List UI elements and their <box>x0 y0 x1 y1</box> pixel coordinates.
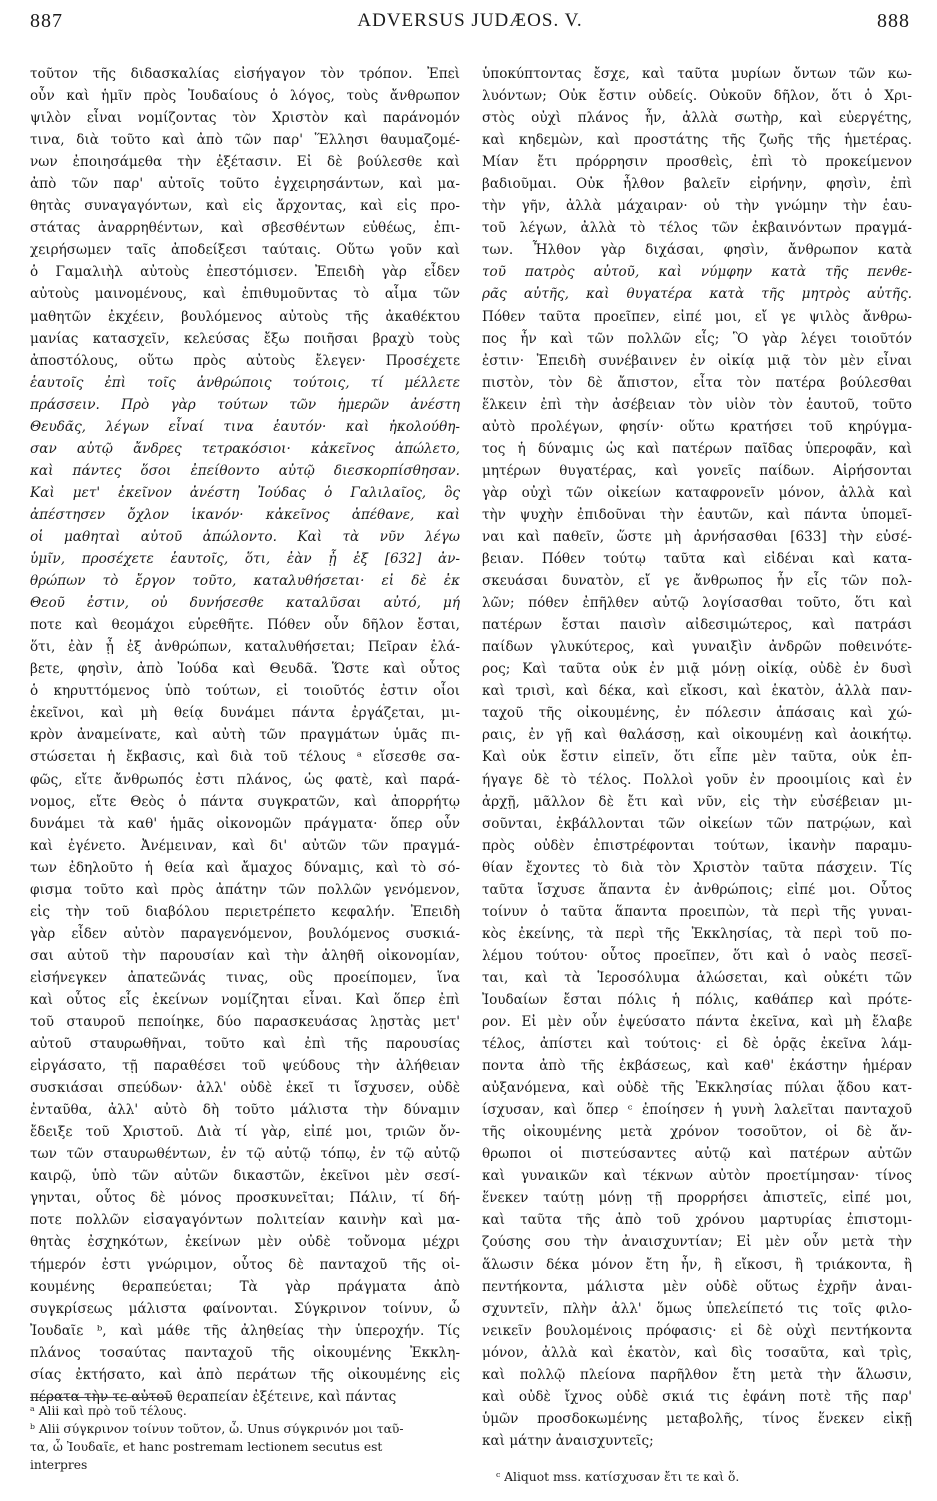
text-line: ταχοῦ τῆς οἰκουμένης, ἐν πόλεσιν ἁπάσαις καὶ χώ- <box>482 705 912 722</box>
text-line: ται, καὶ τὰ Ἱεροσόλυμα ἁλώσεται, καὶ οὐκέτι τῶν <box>482 969 912 986</box>
text-line: τος ἡ δύναμις ὡς καὶ πατέρων παῖδας ὑπεροφᾶν, καὶ <box>482 440 912 457</box>
footnotes-left <box>30 1397 460 1474</box>
text-line: ἐκεῖνοι, καὶ μὴ θείᾳ δυνάμει πάντα ἐργάζεται, μι- <box>30 705 460 722</box>
text-line: ήγαγε δὲ τὸ τέλος. Πολλοὶ γοῦν ἐν προοιμίοις καὶ ἐν <box>482 771 912 788</box>
page-number-right: 888 <box>877 10 910 32</box>
text-line: ποτε καὶ θεομάχοι εὑρεθῆτε. Πόθεν οὖν δῆλον ἔσται, <box>30 617 460 634</box>
footnote-line: ᵃ Alii καὶ πρὸ τοῦ τέλους. <box>30 1404 187 1418</box>
text-line: τοίνυν ὁ ταῦτα ἅπαντα προειπὼν, τὰ περὶ τῆς γυναι- <box>482 903 912 920</box>
running-title: ADVERSUS JUDÆOS. V. <box>357 10 583 31</box>
text-line: καὶ γυναικῶν καὶ τέκνων αὐτὸν προετίμησαν· τίνος <box>482 1168 912 1185</box>
text-line: πέρατα τὴν τε αὐτοῦ θεραπείαν ἐξέτεινε, καὶ πάντας <box>30 1388 397 1405</box>
footnote-line: interpres <box>30 1458 88 1472</box>
text-line: ραις, ἐν γῇ καὶ θαλάσσῃ, καὶ οἰκουμένῃ καὶ ἀοικήτῳ. <box>482 727 912 744</box>
text-line: των ἐδηλοῦτο ἡ θεία καὶ ἄμαχος δύναμις, καὶ τὸ σό- <box>30 859 460 876</box>
text-line: εἰς τὴν τοῦ διαβόλου περιετρέπετο κεφαλήν. Ἐπειδὴ <box>30 903 460 920</box>
text-line: ρος; Καὶ ταῦτα οὐκ ἐν μιᾷ μόνῃ οἰκίᾳ, οὐδὲ ἐν δυσὶ <box>482 661 912 678</box>
text-line: Ἰουδαίων ἔσται πόλις ἡ πόλις, καθάπερ καὶ πρότε- <box>482 991 912 1008</box>
text-line: φισμα τοῦτο καὶ πρὸς ἀπάτην τῶν πολλῶν γενόμενον, <box>30 881 460 898</box>
text-line: πεντήκοντα, μάλιστα μὲν οὐδὲ οὕτως ἐχρῆν ἀναι- <box>482 1278 912 1295</box>
footnote-line: ᵇ Alii σύγκρινον τοίνυν τοῦτον, ὦ. Unus σύγκρινόν μοι ταῦ- <box>30 1422 404 1436</box>
text-line: ἅλωσιν δέκα μόνον ἔτη ἦν, ἢ εἴκοσι, ἢ τριάκοντα, ἢ <box>482 1256 912 1273</box>
text-line: συσκιάσαι σπεύδων· ἀλλ' οὐδὲ ἐκεῖ τι ἴσχυσεν, οὐδὲ <box>30 1080 460 1097</box>
text-line: τοῦ σταυροῦ πεποίηκε, δύο παρασκευάσας λῃστὰς μετ' <box>30 1014 460 1031</box>
text-line: αὐξανόμενα, καὶ οὐδὲ τῆς Ἐκκλησίας πύλαι ᾅδου κατ- <box>482 1080 912 1097</box>
text-line: θρωποι οἱ πιστεύσαντες αὐτῷ καὶ πατέρων αὐτῶν <box>482 1146 912 1163</box>
text-line: στὸς οὐχὶ πλάνος ἦν, ἀλλὰ σωτὴρ, καὶ εὐεργέτης, <box>482 110 912 127</box>
text-line: πράσσειν. Πρὸ γὰρ τούτων τῶν ἡμερῶν ἀνέστη <box>30 396 460 413</box>
footnote-line: τα, ὦ Ἰουδαῖε, et hanc postremam lectionem secutus est <box>30 1440 383 1454</box>
text-line: νων ἐποιησάμεθα τὴν ἐξέτασιν. Εἰ δὲ βούλεσθε καὶ <box>30 154 460 171</box>
text-line: αὐτὸ προλέγων, φησίν· οὕτω κρατήσει τοῦ κηρύγμα- <box>482 418 912 435</box>
text-line: τῆς οἰκουμένης μετὰ χρόνον τοσοῦτον, οἱ δὲ ἄν- <box>482 1124 912 1141</box>
text-line: εἰργάσατο, τῇ παραθέσει τοῦ ψεύδους τὴν ἀλήθειαν <box>30 1058 460 1075</box>
text-line: ψιλὸν εἶναι νομίζοντας τὸν Χριστὸν καὶ παράνομόν <box>30 110 460 127</box>
text-line: εἰσήνεγκεν ἀπατεῶνάς τινας, οὓς προείπομεν, ἵνα <box>30 969 460 986</box>
text-line: ἀρχῇ, μᾶλλον δὲ ἔτι καὶ νῦν, εἰς τὴν εὐσέβειαν μι- <box>482 793 912 810</box>
text-line: τέλος, ἀπίστει καὶ τούτοις· εἰ δὲ ὁρᾷς ἐκεῖνα λάμ- <box>482 1036 912 1053</box>
text-line: σαι αὐτοῦ τὴν παρουσίαν καὶ τὴν ἀληθῆ οἰκονομίαν, <box>30 947 460 964</box>
text-line: ἀπέστησεν ὄχλον ἱκανόν· κἀκεῖνος ἀπέθανε, καὶ <box>30 506 460 523</box>
text-line: τοῦ πατρὸς αὐτοῦ, καὶ νύμφην κατὰ τῆς πενθε- <box>482 264 912 281</box>
text-line: τήμερόν ἐστι γνώριμον, οὗτος δὲ πανταχοῦ τῆς οἰ- <box>30 1256 460 1273</box>
text-line: βειαν. Πόθεν τούτῳ ταῦτα καὶ εἰδέναι καὶ κατα- <box>482 551 912 568</box>
text-line: σχυντεῖν, πλὴν ἀλλ' ὅμως ὑπελείπετό τις τοῖς φιλο- <box>482 1300 912 1317</box>
right-text-column <box>482 63 912 1452</box>
text-line: καὶ ἐγένετο. Ἀνέμειναν, καὶ δι' αὐτῶν τῶν πραγμά- <box>30 837 460 854</box>
footnotes-right <box>482 1468 912 1486</box>
text-line: μαθητῶν ἐκχέειν, βουλόμενος αὐτοὺς τῆς ἀκαθέκτου <box>30 308 460 325</box>
text-line: μητέρων θυγατέρας, καὶ γονεῖς παίδων. Αἱρήσονται <box>482 462 912 479</box>
text-line: καὶ ταῦτα τῆς ἀπὸ τοῦ χρόνου μαρτυρίας ἐπιστομι- <box>482 1212 912 1229</box>
text-line: κρὸν ἀναμείνατε, καὶ αὐτὴ τῶν πραγμάτων ὑμᾶς πι- <box>30 727 460 744</box>
text-line: τοῦ λέγων, ἀλλὰ τὸ τέλος τῶν ἐκβαινόντων πραγμά- <box>482 220 912 237</box>
text-line: ἕνεκεν ταύτῃ μόνῃ τῇ προρρήσει ἀπιστεῖς, εἰπέ μοι, <box>482 1190 912 1207</box>
text-line: των. Ἦλθον γὰρ διχάσαι, φησὶν, ἄνθρωπον κατὰ <box>482 242 912 259</box>
text-line: ρον. Εἰ μὲν οὖν ἐψεύσατο πάντα ἐκεῖνα, καὶ μὴ ἔλαβε <box>482 1014 912 1031</box>
text-line: στάτας ἀναρρηθέντων, καὶ σβεσθέντων εὐθέως, ἐπι- <box>30 220 460 237</box>
text-line: κὸς ἐκείνης, τὰ περὶ τῆς Ἐκκλησίας, τὰ περὶ τοῦ πο- <box>482 925 912 942</box>
text-line: δυνάμει τὰ καθ' ἡμᾶς οἰκονομῶν πράγματα· ὅπερ οὖν <box>30 815 460 832</box>
text-line: Θεοῦ ἐστιν, οὐ δυνήσεσθε καταλῦσαι αὐτό, μή <box>30 595 460 612</box>
text-line: σοῦνται, ἐκβάλλονται τῶν οἰκείων τῶν πατρῴων, καὶ <box>482 815 912 832</box>
text-line: συγκρίσεως μάλιστα φαίνονται. Σύγκρινον τοίνυν, ὦ <box>30 1300 460 1317</box>
text-line: καὶ οὐδὲ ἴχνος οὐδὲ σκιά τις ἐφάνη ποτὲ τῆς παρ' <box>482 1388 912 1405</box>
text-line: αὐτοὺς μαινομένους, καὶ ἐπιθυμοῦντας τὸ αἷμα τῶν <box>30 286 460 303</box>
text-line: των τῶν σταυρωθέντων, ἐν τῷ αὐτῷ τόπῳ, ἐν τῷ αὐτῷ <box>30 1146 460 1163</box>
text-line: καὶ οὗτος εἷς ἐκείνων νομίζηται εἶναι. Καὶ ὅπερ ἐπὶ <box>30 991 460 1008</box>
text-line: παίδων γλυκύτερος, καὶ γυναιξὶν ἀνδρῶν ποθεινότε- <box>482 639 912 656</box>
text-line: νομος, εἴτε Θεὸς ὁ πάντα συγκρατῶν, καὶ ἀπορρήτῳ <box>30 793 460 810</box>
text-line: πλάνος τοσαύτας πανταχοῦ τῆς οἰκουμένης Ἐκκλη- <box>30 1344 460 1361</box>
text-line: σίας ἐκτήσατο, καὶ ἀπὸ περάτων τῆς οἰκουμένης εἰς <box>30 1366 460 1383</box>
text-line: λέμου τούτου· οὗτος προεῖπεν, ὅτι καὶ ὁ ναὸς πεσεῖ- <box>482 947 912 964</box>
text-line: σκευάσαι δυνατὸν, εἴ γε ἄνθρωπος ἦν εἷς τῶν πολ- <box>482 573 912 590</box>
text-line: βετε, φησὶν, ἀπὸ Ἰούδα καὶ Θευδᾶ. Ὥστε καὶ οὗτος <box>30 661 460 678</box>
footnote-rule <box>30 1397 170 1398</box>
text-line: οἱ μαθηταὶ αὐτοῦ ἀπώλοντο. Καὶ τὰ νῦν λέγω <box>30 528 460 545</box>
left-text-column <box>30 63 460 1408</box>
text-line: Καὶ οὐκ ἔστιν εἰπεῖν, ὅτι εἶπε μὲν ταῦτα, οὐκ ἐπ- <box>482 749 912 766</box>
text-line: μανίας κατασχεῖν, κελεύσας ἔξω ποιῆσαι βραχὺ τοὺς <box>30 330 460 347</box>
text-line: κουμένης θεραπεύεται; Τὰ γὰρ πράγματα ἀπὸ <box>30 1278 460 1295</box>
text-line: Ἰουδαῖε ᵇ, καὶ μάθε τῆς ἀληθείας τὴν ὑπεροχήν. Τίς <box>30 1322 460 1339</box>
text-line: θητὰς ἐσχηκότων, ἐκείνων μὲν οὐδὲ τοὔνομα μέχρι <box>30 1234 460 1251</box>
text-line: φῶς, εἴτε ἄνθρωπός ἐστι πλάνος, ὡς φατὲ, καὶ παρά- <box>30 771 460 788</box>
page-number-left: 887 <box>30 10 63 32</box>
text-line: θητὰς συναγαγόντων, καὶ εἰς ἄρχοντας, καὶ εἰς προ- <box>30 198 460 215</box>
text-line: ἐνταῦθα, ἀλλ' αὐτὸ δὴ τοῦτο μάλιστα τὴν δύναμιν <box>30 1102 460 1119</box>
text-line: ταῦτα ἴσχυσε ἅπαντα ἐν ἀνθρώποις; εἰπέ μοι. Οὗτος <box>482 881 912 898</box>
text-line: ὑμῖν, προσέχετε ἑαυτοῖς, ὅτι, ἐὰν ᾖ ἐξ [632] ἀν- <box>30 551 460 568</box>
text-line: οὖν καὶ ἡμῖν πρὸς Ἰουδαίους ὁ λόγος, τοὺς ἄνθρωπον <box>30 88 460 105</box>
text-line: ὁ Γαμαλιὴλ αὐτοὺς ἐπεστόμισεν. Ἐπειδὴ γὰρ εἶδεν <box>30 264 460 281</box>
text-line: καιρῷ, ὑπὸ τῶν αὐτῶν δικαστῶν, ἐκεῖνοι μὲν σεσί- <box>30 1168 460 1185</box>
text-line: Θευδᾶς, λέγων εἶναί τινα ἑαυτόν· καὶ ἠκολούθη- <box>30 418 460 435</box>
text-line: ὑποκύπτοντας ἔσχε, καὶ ταῦτα μυρίων ὄντων τῶν κω- <box>482 66 912 82</box>
text-line: ζούσης σου τὴν ἀναισχυντίαν; Εἰ μὲν οὖν μετὰ τὴν <box>482 1234 912 1251</box>
text-line: μόνον, ἀλλὰ καὶ ἑκατὸν, καὶ δὶς τοσαῦτα, καὶ τρὶς, <box>482 1344 912 1361</box>
text-line: ὅτι, ἐὰν ᾖ ἐξ ἀνθρώπων, καταλυθήσεται; Πεῖραν ἐλά- <box>30 639 460 656</box>
text-line: ὁ κηρυττόμενος ὑπὸ τούτων, εἰ τοιοῦτός ἐστιν οἷοι <box>30 683 460 700</box>
text-line: καὶ κηδεμὼν, καὶ προστάτης τῆς ζωῆς τῆς ἡμετέρας. <box>482 132 912 149</box>
text-line: Πόθεν ταῦτα προεῖπεν, εἰπέ μοι, εἴ γε ψιλὸς ἄνθρω- <box>482 308 912 325</box>
text-line: πιστὸν, τὸν δὲ ἄπιστον, εἶτα τὸν πατέρα βούλεσθαι <box>482 374 912 391</box>
text-line: καὶ πάντες ὅσοι ἐπείθοντο αὐτῷ διεσκορπίσθησαν. <box>30 462 460 479</box>
text-line: στώσεται ἡ ἔκβασις, καὶ διὰ τοῦ τέλους ᵃ εἴσεσθε σα- <box>30 749 460 766</box>
text-line: λυόντων; Οὐκ ἔστιν οὐδείς. Οὐκοῦν δῆλον, ὅτι ὁ Χρι- <box>482 88 912 105</box>
text-line: τινα, διὰ τοῦτο καὶ ἀπὸ τῶν παρ' Ἕλλησι θαυμαζομέ- <box>30 132 460 149</box>
text-line: βαδιοῦμαι. Οὐκ ἦλθον βαλεῖν εἰρήνην, φησὶν, ἐπὶ <box>482 176 912 193</box>
text-line: χειρήσωμεν ταῖς ἀποδείξεσι ταύταις. Οὕτω γοῦν καὶ <box>30 242 460 259</box>
text-line: γὰρ εἶδεν αὐτὸν παραγενόμενον, βουλόμενος συσκιά- <box>30 925 460 942</box>
text-line: ἀπὸ τῶν παρ' αὐτοῖς τοῦτο ἐγχειρησάντων, καὶ μα- <box>30 176 460 193</box>
text-line: τοῦτον τῆς διδασκαλίας εἰσήγαγον τὸν τρόπον. Ἐπεὶ <box>30 66 460 82</box>
text-line: Μίαν ἔτι πρόρρησιν προσθεὶς, ἐπὶ τὸ προκείμενον <box>482 154 912 171</box>
text-line: ἐστιν· Ἐπειδὴ συνέβαινεν ἐν οἰκίᾳ μιᾷ τὸν μὲν εἶναι <box>482 352 912 369</box>
text-line: Καὶ μετ' ἐκεῖνον ἀνέστη Ἰούδας ὁ Γαλιλαῖος, ὃς <box>30 484 460 501</box>
text-line: θρώπων τὸ ἔργον τοῦτο, καταλυθήσεται· εἰ δὲ ἐκ <box>30 573 460 590</box>
text-line: καὶ μάτην ἀναισχυντεῖς; <box>482 1432 654 1449</box>
text-line: καὶ τρισὶ, καὶ δέκα, καὶ εἴκοσι, καὶ ἑκατὸν, ἀλλὰ παν- <box>482 683 912 700</box>
text-line: ναι καὶ παθεῖν, ὥστε μὴ ἀρνήσασθαι [633] τὴν εὐσέ- <box>482 528 912 545</box>
text-line: ὑμῶν προσδοκωμένης μεταβολῆς, τίνος ἕνεκεν εἰκῇ <box>482 1410 912 1427</box>
text-line: ἑαυτοῖς ἐπὶ τοῖς ἀνθρώποις τούτοις, τί μέλλετε <box>30 374 460 391</box>
text-line: νεικεῖν βουλομένοις πρόφασις· εἰ δὲ οὐχὶ πεντήκοντα <box>482 1322 912 1339</box>
footnote-line: ᶜ Aliquot mss. κατίσχυσαν ἔτι τε καὶ ὅ. <box>496 1470 740 1484</box>
text-line: σαν αὐτῷ ἄνδρες τετρακόσιοι· κἀκεῖνος ἀπώλετο, <box>30 440 460 457</box>
text-line: ἀποστόλους, οὕτω πρὸς αὐτοὺς ἔλεγεν· Προσέχετε <box>30 352 460 369</box>
text-line: γὰρ οὐχὶ τῶν οἰκείων καταφρονεῖν μόνον, ἀλλὰ καὶ <box>482 484 912 501</box>
text-line: πατέρων ἔσται παισὶν αἰδεσιμώτερος, καὶ πατράσι <box>482 617 912 634</box>
page-header <box>30 8 910 38</box>
text-line: ρᾶς αὐτῆς, καὶ θυγατέρα κατὰ τῆς μητρὸς αὐτῆς. <box>482 286 912 303</box>
text-line: ίσχυσαν, καὶ ὅπερ ᶜ ἐποίησεν ἡ γυνὴ λαλεῖται πανταχοῦ <box>482 1102 912 1119</box>
text-line: θίαν ἔχοντες τὸ διὰ τὸν Χριστὸν ταῦτα πάσχειν. Τίς <box>482 859 912 876</box>
text-line: ἕλκειν ἐπὶ τὴν ἀσέβειαν τὸν υἱὸν τὸν ἑαυτοῦ, τοῦτο <box>482 396 912 413</box>
text-line: πος ἦν καὶ τῶν πολλῶν εἷς; Ὃ γὰρ λέγει τοιοῦτόν <box>482 330 912 347</box>
text-line: ποτε πολλῶν εἰσαγαγόντων πολιτείαν καινὴν καὶ μα- <box>30 1212 460 1229</box>
text-line: αὐτοῦ σταυρωθῆναι, τοῦτο καὶ ἐπὶ τῆς παρουσίας <box>30 1036 460 1053</box>
text-line: ποντα ἀπὸ τῆς ἐκβάσεως, καὶ καθ' ἑκάστην ἡμέραν <box>482 1058 912 1075</box>
text-line: ἔδειξε τοῦ Χριστοῦ. Διὰ τί γὰρ, εἰπέ μοι, τριῶν ὄν- <box>30 1124 460 1141</box>
text-line: γηνται, οὗτος δὲ μόνος προσκυνεῖται; Πάλιν, τί δή- <box>30 1190 460 1207</box>
text-line: τὴν γῆν, ἀλλὰ μάχαιραν· οὐ τὴν γνώμην τὴν ἑαυ- <box>482 198 912 215</box>
text-line: καὶ πολλῷ πλείονα παρῆλθον ἔτη μετὰ τὴν ἅλωσιν, <box>482 1366 912 1383</box>
text-line: λῶν; πόθεν ἐπῆλθεν αὐτῷ λογίσασθαι τοῦτο, ὅτι καὶ <box>482 595 912 612</box>
text-line: τὴν ψυχὴν ἐπιδοῦναι τὴν ἑαυτῶν, καὶ πάντα ὑπομεῖ- <box>482 506 912 523</box>
text-line: πρὸς οὐδὲν ἐπιστρέφονται τούτων, ἱκανὴν παραμυ- <box>482 837 912 854</box>
